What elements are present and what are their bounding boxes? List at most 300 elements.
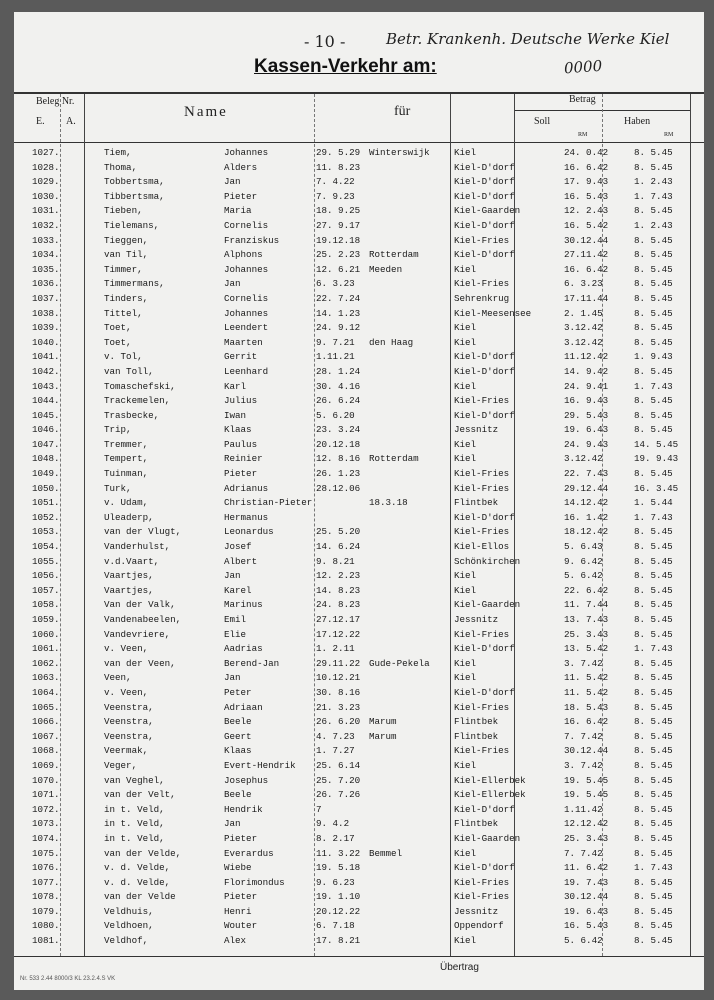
beleg-number: 1043.: [32, 380, 60, 392]
beleg-number: 1075.: [32, 847, 60, 859]
haben-date: 1. 7.43: [634, 190, 673, 202]
given-name: Everardus: [224, 847, 274, 859]
birth-date: 26. 6.20: [316, 716, 361, 728]
haben-date: 1. 7.43: [634, 380, 673, 392]
surname: in t. Veld,: [104, 832, 165, 844]
given-name: Jan: [224, 278, 241, 290]
haben-date: 8. 5.45: [634, 468, 673, 480]
destination: Kiel-Fries: [454, 278, 510, 290]
haben-date: 8. 5.45: [634, 307, 673, 319]
haben-date: 8. 5.45: [634, 205, 673, 217]
soll-date: 13. 5.42: [564, 643, 609, 655]
soll-date: 11.12.42: [564, 351, 609, 363]
table-row: [14, 628, 704, 643]
destination: Flintbek: [454, 818, 499, 830]
soll-date: 14. 9.42: [564, 365, 609, 377]
table-row: [14, 919, 704, 934]
header-haben: Haben: [624, 116, 651, 127]
beleg-number: 1052.: [32, 511, 60, 523]
birth-date: 1.11.21: [316, 351, 355, 363]
soll-date: 3.12.42: [564, 336, 603, 348]
soll-date: 29. 5.43: [564, 409, 609, 421]
destination: Kiel: [454, 322, 477, 334]
destination: Kiel: [454, 147, 477, 158]
table-row: [14, 175, 704, 190]
surname: Timmermans,: [104, 278, 165, 290]
destination: Kiel-Fries: [454, 876, 510, 888]
birth-date: 4. 7.23: [316, 730, 355, 742]
surname: Timmer,: [104, 263, 143, 275]
haben-date: 8. 5.45: [634, 657, 673, 669]
given-name: Iwan: [224, 409, 247, 421]
given-name: Alex: [224, 935, 247, 947]
surname: van der Velde: [104, 891, 176, 903]
surname: Veger,: [104, 759, 138, 771]
destination: Kiel-Fries: [454, 745, 510, 757]
table-row: [14, 803, 704, 818]
given-name: Klaas: [224, 424, 252, 436]
haben-date: 8. 5.45: [634, 876, 673, 888]
destination: Kiel-D'dorf: [454, 409, 515, 421]
destination: Kiel: [454, 657, 477, 669]
table-row: [14, 671, 704, 686]
given-name: Johannes: [224, 263, 269, 275]
soll-date: 25. 3.43: [564, 628, 609, 640]
beleg-number: 1035.: [32, 263, 60, 275]
haben-date: 8. 5.45: [634, 249, 673, 261]
soll-date: 11. 6.42: [564, 862, 609, 874]
surname: Toet,: [104, 336, 132, 348]
handwritten-stamp-number: 0000: [563, 56, 603, 78]
soll-date: 30.12.44: [564, 891, 609, 903]
beleg-number: 1067.: [32, 730, 60, 742]
destination: Kiel-Fries: [454, 526, 510, 538]
haben-date: 8. 5.45: [634, 803, 673, 815]
soll-date: 12.12.42: [564, 818, 609, 830]
beleg-number: 1076.: [32, 862, 60, 874]
soll-date: 11. 5.42: [564, 686, 609, 698]
soll-date: 1.11.42: [564, 803, 603, 815]
haben-date: 8. 5.45: [634, 628, 673, 640]
given-name: Evert-Hendrik: [224, 759, 296, 771]
destination: Kiel: [454, 759, 477, 771]
soll-date: 16. 1.42: [564, 511, 609, 523]
table-row: [14, 744, 704, 759]
beleg-number: 1072.: [32, 803, 60, 815]
destination: Kiel-Fries: [454, 628, 510, 640]
beleg-number: 1065.: [32, 701, 60, 713]
header-top-rule: [14, 92, 704, 94]
surname: Tomaschefski,: [104, 380, 176, 392]
haben-date: 8. 5.45: [634, 336, 673, 348]
soll-date: 16. 9.43: [564, 395, 609, 407]
destination: Kiel: [454, 672, 477, 684]
destination: Kiel-Fries: [454, 482, 510, 494]
table-row: [14, 452, 704, 467]
surname: Tieben,: [104, 205, 143, 217]
ledger-rows: [14, 146, 704, 949]
soll-date: 2. 1.45: [564, 307, 603, 319]
birth-date: 29. 5.29: [316, 147, 361, 158]
table-row: [14, 380, 704, 395]
table-row: [14, 467, 704, 482]
print-code: Nr. 533 2.44 8000/3 KL 23.2.4.S VK: [20, 976, 116, 982]
given-name: Alphons: [224, 249, 263, 261]
haben-date: 8. 5.45: [634, 891, 673, 903]
header-betrag: Betrag: [569, 94, 596, 105]
header-fuer: für: [394, 104, 411, 119]
destination: Kiel-D'dorf: [454, 161, 515, 173]
destination: Kiel-D'dorf: [454, 643, 515, 655]
table-row: [14, 482, 704, 497]
haben-date: 1. 7.43: [634, 643, 673, 655]
surname: Tobbertsma,: [104, 176, 165, 188]
surname: Veermak,: [104, 745, 149, 757]
soll-date: 22. 7.43: [564, 468, 609, 480]
soll-date: 11. 5.42: [564, 672, 609, 684]
surname: Van der Valk,: [104, 599, 176, 611]
destination: Kiel-D'dorf: [454, 862, 515, 874]
beleg-number: 1057.: [32, 584, 60, 596]
haben-date: 8. 5.45: [634, 716, 673, 728]
beleg-number: 1038.: [32, 307, 60, 319]
beleg-number: 1058.: [32, 599, 60, 611]
given-name: Johannes: [224, 307, 269, 319]
beleg-number: 1056.: [32, 570, 60, 582]
birth-date: 30. 4.16: [316, 380, 361, 392]
table-row: [14, 890, 704, 905]
haben-date: 8. 5.45: [634, 686, 673, 698]
soll-date: 16. 5.42: [564, 219, 609, 231]
table-row: [14, 817, 704, 832]
birth-date: 26. 1.23: [316, 468, 361, 480]
surname: Tittel,: [104, 307, 143, 319]
surname: Tinders,: [104, 292, 149, 304]
destination: Kiel-Fries: [454, 701, 510, 713]
birth-date: 12. 2.23: [316, 570, 361, 582]
soll-date: 5. 6.43: [564, 541, 603, 553]
surname: Veenstra,: [104, 730, 154, 742]
given-name: Franziskus: [224, 234, 280, 246]
beleg-number: 1080.: [32, 920, 60, 932]
table-row: [14, 584, 704, 599]
beleg-number: 1028.: [32, 161, 60, 173]
birth-date: 9. 7.21: [316, 336, 355, 348]
soll-date: 17. 9.43: [564, 176, 609, 188]
given-name: Reinier: [224, 453, 263, 465]
table-row: [14, 277, 704, 292]
birth-date: 25. 7.20: [316, 774, 361, 786]
destination: Oppendorf: [454, 920, 504, 932]
surname: Vandevriere,: [104, 628, 171, 640]
surname: v. d. Velde,: [104, 876, 171, 888]
birth-date: 20.12.22: [316, 905, 361, 917]
destination: Kiel-D'dorf: [454, 249, 515, 261]
haben-date: 1. 2.43: [634, 219, 673, 231]
destination: Kiel: [454, 263, 477, 275]
soll-date: 5. 6.42: [564, 935, 603, 947]
birth-date: 1. 2.11: [316, 643, 355, 655]
birth-date: 1. 7.27: [316, 745, 355, 757]
surname: van der Veen,: [104, 657, 176, 669]
birth-date: 17. 8.21: [316, 935, 361, 947]
table-row: [14, 686, 704, 701]
surname: v. Udam,: [104, 497, 149, 509]
given-name: Emil: [224, 614, 247, 625]
birth-date: 26. 7.26: [316, 789, 361, 801]
surname: van der Velde,: [104, 847, 182, 859]
beleg-number: 1053.: [32, 526, 60, 538]
birth-date: 12. 6.21: [316, 263, 361, 275]
beleg-number: 1050.: [32, 482, 60, 494]
header-soll: Soll: [534, 116, 551, 127]
birth-date: 19. 5.18: [316, 862, 361, 874]
birth-date: 14. 6.24: [316, 541, 361, 553]
haben-date: 1. 7.43: [634, 862, 673, 874]
birth-date: 24. 8.23: [316, 599, 361, 611]
haben-date: 8. 5.45: [634, 555, 673, 567]
given-name: Paulus: [224, 438, 258, 450]
table-row: [14, 146, 704, 161]
origin-place: Rotterdam: [369, 249, 419, 261]
surname: Vanderhulst,: [104, 541, 171, 553]
beleg-number: 1055.: [32, 555, 60, 567]
given-name: Peter: [224, 686, 252, 698]
given-name: Josephus: [224, 774, 269, 786]
haben-date: 1. 9.43: [634, 351, 673, 363]
destination: Kiel-D'dorf: [454, 511, 515, 523]
table-row: [14, 788, 704, 803]
given-name: Hermanus: [224, 511, 269, 523]
haben-date: 8. 5.45: [634, 920, 673, 932]
destination: Kiel-D'dorf: [454, 190, 515, 202]
haben-date: 8. 5.45: [634, 584, 673, 596]
beleg-number: 1059.: [32, 614, 60, 625]
birth-date: 28.12.06: [316, 482, 361, 494]
surname: Veldhuis,: [104, 905, 154, 917]
table-row: [14, 613, 704, 628]
soll-date: 9. 6.42: [564, 555, 603, 567]
destination: Kiel: [454, 453, 477, 465]
destination: Kiel-Ellerbek: [454, 789, 526, 801]
given-name: Cornelis: [224, 219, 269, 231]
birth-date: 7. 9.23: [316, 190, 355, 202]
page-title: Kassen-Verkehr am:: [254, 56, 437, 77]
origin-place: Gude-Pekela: [369, 657, 430, 669]
destination: Kiel: [454, 847, 477, 859]
surname: in t. Veld,: [104, 818, 165, 830]
haben-date: 8. 5.45: [634, 278, 673, 290]
surname: van Til,: [104, 249, 149, 261]
surname: v.d.Vaart,: [104, 555, 160, 567]
soll-date: 24. 0.42: [564, 147, 609, 158]
table-row: [14, 905, 704, 920]
ledger-page: [14, 12, 704, 990]
table-row: [14, 569, 704, 584]
table-row: [14, 292, 704, 307]
surname: v. Tol,: [104, 351, 143, 363]
haben-date: 8. 5.45: [634, 234, 673, 246]
beleg-number: 1033.: [32, 234, 60, 246]
given-name: Florimondus: [224, 876, 285, 888]
table-row: [14, 525, 704, 540]
birth-date: 19. 1.10: [316, 891, 361, 903]
surname: in t. Veld,: [104, 803, 165, 815]
surname: Tieggen,: [104, 234, 149, 246]
beleg-number: 1042.: [32, 365, 60, 377]
given-name: Pieter: [224, 190, 258, 202]
birth-date: 25. 2.23: [316, 249, 361, 261]
haben-date: 8. 5.45: [634, 365, 673, 377]
header-a: A.: [66, 116, 76, 127]
haben-date: 8. 5.45: [634, 701, 673, 713]
surname: Vandenabeelen,: [104, 614, 182, 625]
given-name: Geert: [224, 730, 252, 742]
haben-date: 8. 5.45: [634, 263, 673, 275]
surname: Tielemans,: [104, 219, 160, 231]
beleg-number: 1034.: [32, 249, 60, 261]
destination: Kiel-Ellos: [454, 541, 510, 553]
destination: Kiel-D'dorf: [454, 351, 515, 363]
beleg-number: 1063.: [32, 672, 60, 684]
soll-date: 19. 5.45: [564, 789, 609, 801]
haben-date: 8. 5.45: [634, 905, 673, 917]
beleg-number: 1030.: [32, 190, 60, 202]
destination: Kiel: [454, 438, 477, 450]
table-row: [14, 832, 704, 847]
soll-date: 19. 7.43: [564, 876, 609, 888]
haben-date: 8. 5.45: [634, 759, 673, 771]
beleg-number: 1073.: [32, 818, 60, 830]
table-row: [14, 438, 704, 453]
destination: Jessnitz: [454, 905, 499, 917]
destination: Kiel-Gaarden: [454, 205, 521, 217]
given-name: Jan: [224, 818, 241, 830]
page-number: - 10 -: [304, 32, 346, 51]
surname: Toet,: [104, 322, 132, 334]
table-row: [14, 161, 704, 176]
birth-date: 8. 2.17: [316, 832, 355, 844]
haben-date: 1. 5.44: [634, 497, 673, 509]
soll-date: 30.12.44: [564, 745, 609, 757]
given-name: Jan: [224, 672, 241, 684]
birth-date: 29.11.22: [316, 657, 361, 669]
birth-date: 27.12.17: [316, 614, 361, 625]
beleg-number: 1060.: [32, 628, 60, 640]
haben-date: 8. 5.45: [634, 818, 673, 830]
surname: van der Velt,: [104, 789, 176, 801]
birth-date: 11. 8.23: [316, 161, 361, 173]
origin-place: den Haag: [369, 336, 414, 348]
surname: Veenstra,: [104, 716, 154, 728]
soll-date: 7. 7.42: [564, 847, 603, 859]
beleg-number: 1029.: [32, 176, 60, 188]
soll-date: 16. 6.42: [564, 263, 609, 275]
table-row: [14, 219, 704, 234]
surname: v. Veen,: [104, 686, 149, 698]
destination: Schönkirchen: [454, 555, 521, 567]
haben-date: 8. 5.45: [634, 847, 673, 859]
surname: Vaartjes,: [104, 570, 154, 582]
soll-date: 3. 7.42: [564, 759, 603, 771]
birth-date: 6. 7.18: [316, 920, 355, 932]
given-name: Wouter: [224, 920, 258, 932]
soll-date: 14.12.42: [564, 497, 609, 509]
haben-date: 8. 5.45: [634, 730, 673, 742]
origin-place: Marum: [369, 730, 397, 742]
header-beleg: Beleg Nr.: [36, 96, 75, 107]
haben-date: 8. 5.45: [634, 395, 673, 407]
given-name: Leendert: [224, 322, 269, 334]
beleg-number: 1079.: [32, 905, 60, 917]
given-name: Leonardus: [224, 526, 274, 538]
surname: Trasbecke,: [104, 409, 160, 421]
beleg-number: 1071.: [32, 789, 60, 801]
given-name: Cornelis: [224, 292, 269, 304]
birth-date: 26. 6.24: [316, 395, 361, 407]
haben-date: 8. 5.45: [634, 599, 673, 611]
birth-date: 7. 4.22: [316, 176, 355, 188]
surname: van der Vlugt,: [104, 526, 182, 538]
table-row: [14, 394, 704, 409]
birth-date: 21. 3.23: [316, 701, 361, 713]
table-row: [14, 511, 704, 526]
surname: Tremmer,: [104, 438, 149, 450]
given-name: Alders: [224, 161, 258, 173]
header-bottom-rule: [14, 142, 704, 143]
soll-date: 24. 9.43: [564, 438, 609, 450]
surname: Tempert,: [104, 453, 149, 465]
table-row: [14, 190, 704, 205]
beleg-number: 1066.: [32, 716, 60, 728]
given-name: Josef: [224, 541, 252, 553]
uebertrag-label: Übertrag: [440, 962, 479, 973]
given-name: Beele: [224, 789, 252, 801]
destination: Kiel-Fries: [454, 468, 510, 480]
soll-date: 3.12.42: [564, 453, 603, 465]
table-row: [14, 263, 704, 278]
soll-date: 16. 6.42: [564, 161, 609, 173]
birth-date: 24. 9.12: [316, 322, 361, 334]
header-unit-soll: RM: [578, 132, 588, 138]
birth-date: 9. 4.2: [316, 818, 350, 830]
soll-date: 16. 5.43: [564, 920, 609, 932]
soll-date: 6. 3.23: [564, 278, 603, 290]
birth-date: 18. 9.25: [316, 205, 361, 217]
header-e: E.: [36, 116, 45, 127]
haben-date: 8. 5.45: [634, 832, 673, 844]
surname: Vaartjes,: [104, 584, 154, 596]
birth-date: 14. 1.23: [316, 307, 361, 319]
surname: v. d. Velde,: [104, 862, 171, 874]
surname: Trackemelen,: [104, 395, 171, 407]
destination: Kiel: [454, 584, 477, 596]
haben-date: 14. 5.45: [634, 438, 679, 450]
soll-date: 3.12.42: [564, 322, 603, 334]
table-row: [14, 496, 704, 511]
table-row: [14, 409, 704, 424]
beleg-number: 1044.: [32, 395, 60, 407]
haben-date: 8. 5.45: [634, 424, 673, 436]
haben-date: 8. 5.45: [634, 789, 673, 801]
haben-date: 8. 5.45: [634, 526, 673, 538]
destination: Kiel-D'dorf: [454, 803, 515, 815]
beleg-number: 1032.: [32, 219, 60, 231]
soll-date: 22. 6.42: [564, 584, 609, 596]
beleg-number: 1027.: [32, 147, 60, 158]
beleg-number: 1036.: [32, 278, 60, 290]
destination: Kiel-Fries: [454, 234, 510, 246]
